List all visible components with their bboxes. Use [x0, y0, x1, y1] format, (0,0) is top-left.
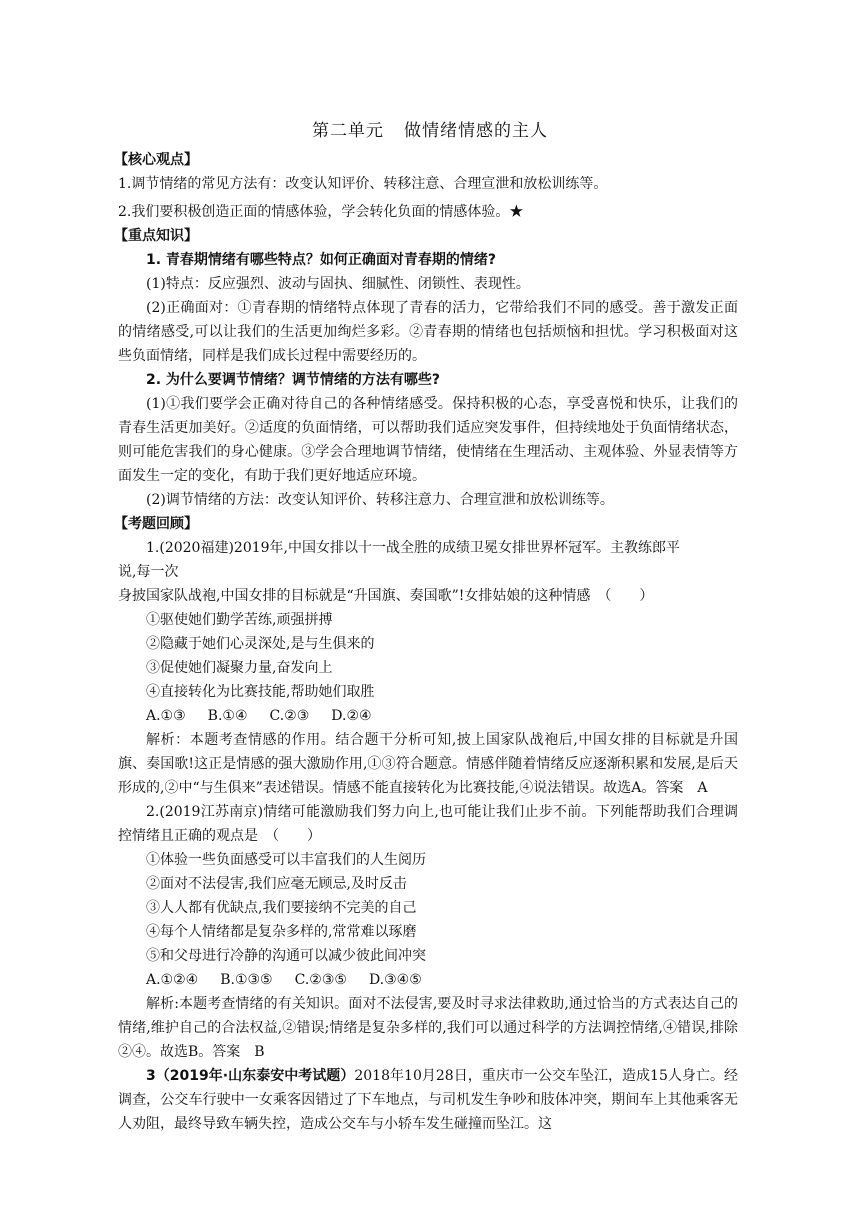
core-point-2: 2.我们要积极创造正面的情感体验，学会转化负面的情感体验。★ — [118, 204, 524, 220]
q1-option-1: ①驱使她们勤学苦练,顽强拼搏 — [146, 612, 333, 628]
title-unit: 第二单元 — [312, 121, 384, 141]
key-question-2: 2. 为什么要调节情绪？调节情绪的方法有哪些? — [146, 372, 441, 388]
q1-choice-d: D.②④ — [331, 708, 372, 724]
q1-choice-a: A.①③ — [146, 708, 186, 724]
q1-choice-c: C.②③ — [269, 708, 310, 724]
q2-choice-d: D.③④⑤ — [368, 972, 422, 988]
document-body — [114, 148, 738, 1136]
key-q2-answer-1: (1)①我们要学会正确对待自己的各种情绪感受。保持积极的心态，享受喜悦和快乐，让我们的青春生活更加美好。②适度的负面情绪，可以帮助我们适应突发事件，但持续地处于负面情绪状态，则可能危害我们的身心健康。③学会合理地调节情绪，使情绪在生理活动、主观体验、外显表情等方面发生一定的变化，有助于我们更好地适应环境。 — [118, 396, 738, 484]
q1-option-3: ③促使她们凝聚力量,奋发向上 — [146, 660, 333, 676]
q2-choice-a: A.①②④ — [146, 972, 199, 988]
section-heading-key: 【重点知识】 — [114, 228, 198, 244]
key-q1-answer-2: (2)正确面对：①青春期的情绪特点体现了青春的活力，它带给我们不同的感受。善于激发正面的情绪感受,可以让我们的生活更加绚烂多彩。②青春期的情绪也包括烦恼和担忧。学习积极面对这些负面情绪，同样是我们成长过程中需要经历的。 — [118, 300, 738, 364]
q1-option-4: ④直接转化为比赛技能,帮助她们取胜 — [146, 684, 375, 700]
q2-option-4: ④每个人情绪都是复杂多样的,常常难以琢磨 — [146, 924, 417, 940]
core-point-1: 1.调节情绪的常见方法有：改变认知评价、转移注意、合理宣泄和放松训练等。 — [118, 176, 608, 192]
q1-analysis: 解析：本题考查情感的作用。结合题干分析可知,披上国家队战袍后,中国女排的目标就是升国旗、奏国歌!这正是情感的强大激励作用,①③符合题意。情感伴随着情绪反应逐渐积累和发展,是后天形成的,②中“与生俱来”表述错误。情感不能直接转化为比赛技能,④说法错误。故选A。答案 A — [118, 732, 738, 796]
q1-stem-line-1: 1.(2020福建)2019年,中国女排以十一战全胜的成绩卫冕女排世界杯冠军。主教练郎平 — [146, 540, 680, 556]
q3-label: 3（2019年·山东泰安中考试题） — [146, 1068, 355, 1084]
q1-option-2: ②隐藏于她们心灵深处,是与生俱来的 — [146, 636, 375, 652]
page-title — [0, 116, 860, 141]
title-topic: 做情绪情感的主人 — [404, 121, 548, 141]
key-q1-answer-1: (1)特点：反应强烈、波动与固执、细腻性、闭锁性、表现性。 — [146, 276, 530, 292]
q3-stem — [118, 1064, 738, 1136]
q2-stem: 2.(2019江苏南京)情绪可能激励我们努力向上,也可能让我们止步不前。下列能帮助我们合理调控情绪且正确的观点是 （ ） — [118, 804, 738, 844]
section-heading-review: 【考题回顾】 — [114, 516, 198, 532]
section-heading-core: 【核心观点】 — [114, 152, 198, 168]
q1-choice-b: B.①④ — [207, 708, 248, 724]
key-q2-answer-2: (2)调节情绪的方法：改变认知评价、转移注意力、合理宣泄和放松训练等。 — [146, 492, 614, 508]
q2-analysis: 解析:本题考查情绪的有关知识。面对不法侵害,要及时寻求法律救助,通过恰当的方式表达自己的情绪,维护自己的合法权益,②错误;情绪是复杂多样的,我们可以通过科学的方法调控情绪,④错误,排除②④。故选B。答案 B — [118, 996, 738, 1060]
q2-option-2: ②面对不法侵害,我们应毫无顾忌,及时反击 — [146, 876, 407, 892]
q3-text: 2018年10月28日，重庆市一公交车坠江，造成15人身亡。经调查，公交车行驶中一女乘客因错过了下车地点，与司机发生争吵和肢体冲突，期间车上其他乘客无人劝阻，最终导致车辆失控，造成公交车与小轿车发生碰撞而坠江。这 — [118, 1068, 738, 1132]
q1-choices — [118, 704, 738, 728]
q2-option-3: ③人人都有优缺点,我们要接纳不完美的自己 — [146, 900, 417, 916]
q1-stem-line-2: 说,每一次 — [118, 564, 179, 580]
q2-choice-b: B.①③⑤ — [220, 972, 273, 988]
q2-option-1: ①体验一些负面感受可以丰富我们的人生阅历 — [146, 852, 426, 868]
q2-option-5: ⑤和父母进行冷静的沟通可以减少彼此间冲突 — [146, 948, 426, 964]
q2-choice-c: C.②③⑤ — [294, 972, 347, 988]
q2-choices — [118, 968, 738, 992]
q1-stem-line-3: 身披国家队战袍,中国女排的目标就是“升国旗、奏国歌”!女排姑娘的这种情感 （ ） — [118, 588, 654, 604]
key-question-1: 1. 青春期情绪有哪些特点？如何正确面对青春期的情绪? — [146, 252, 497, 268]
